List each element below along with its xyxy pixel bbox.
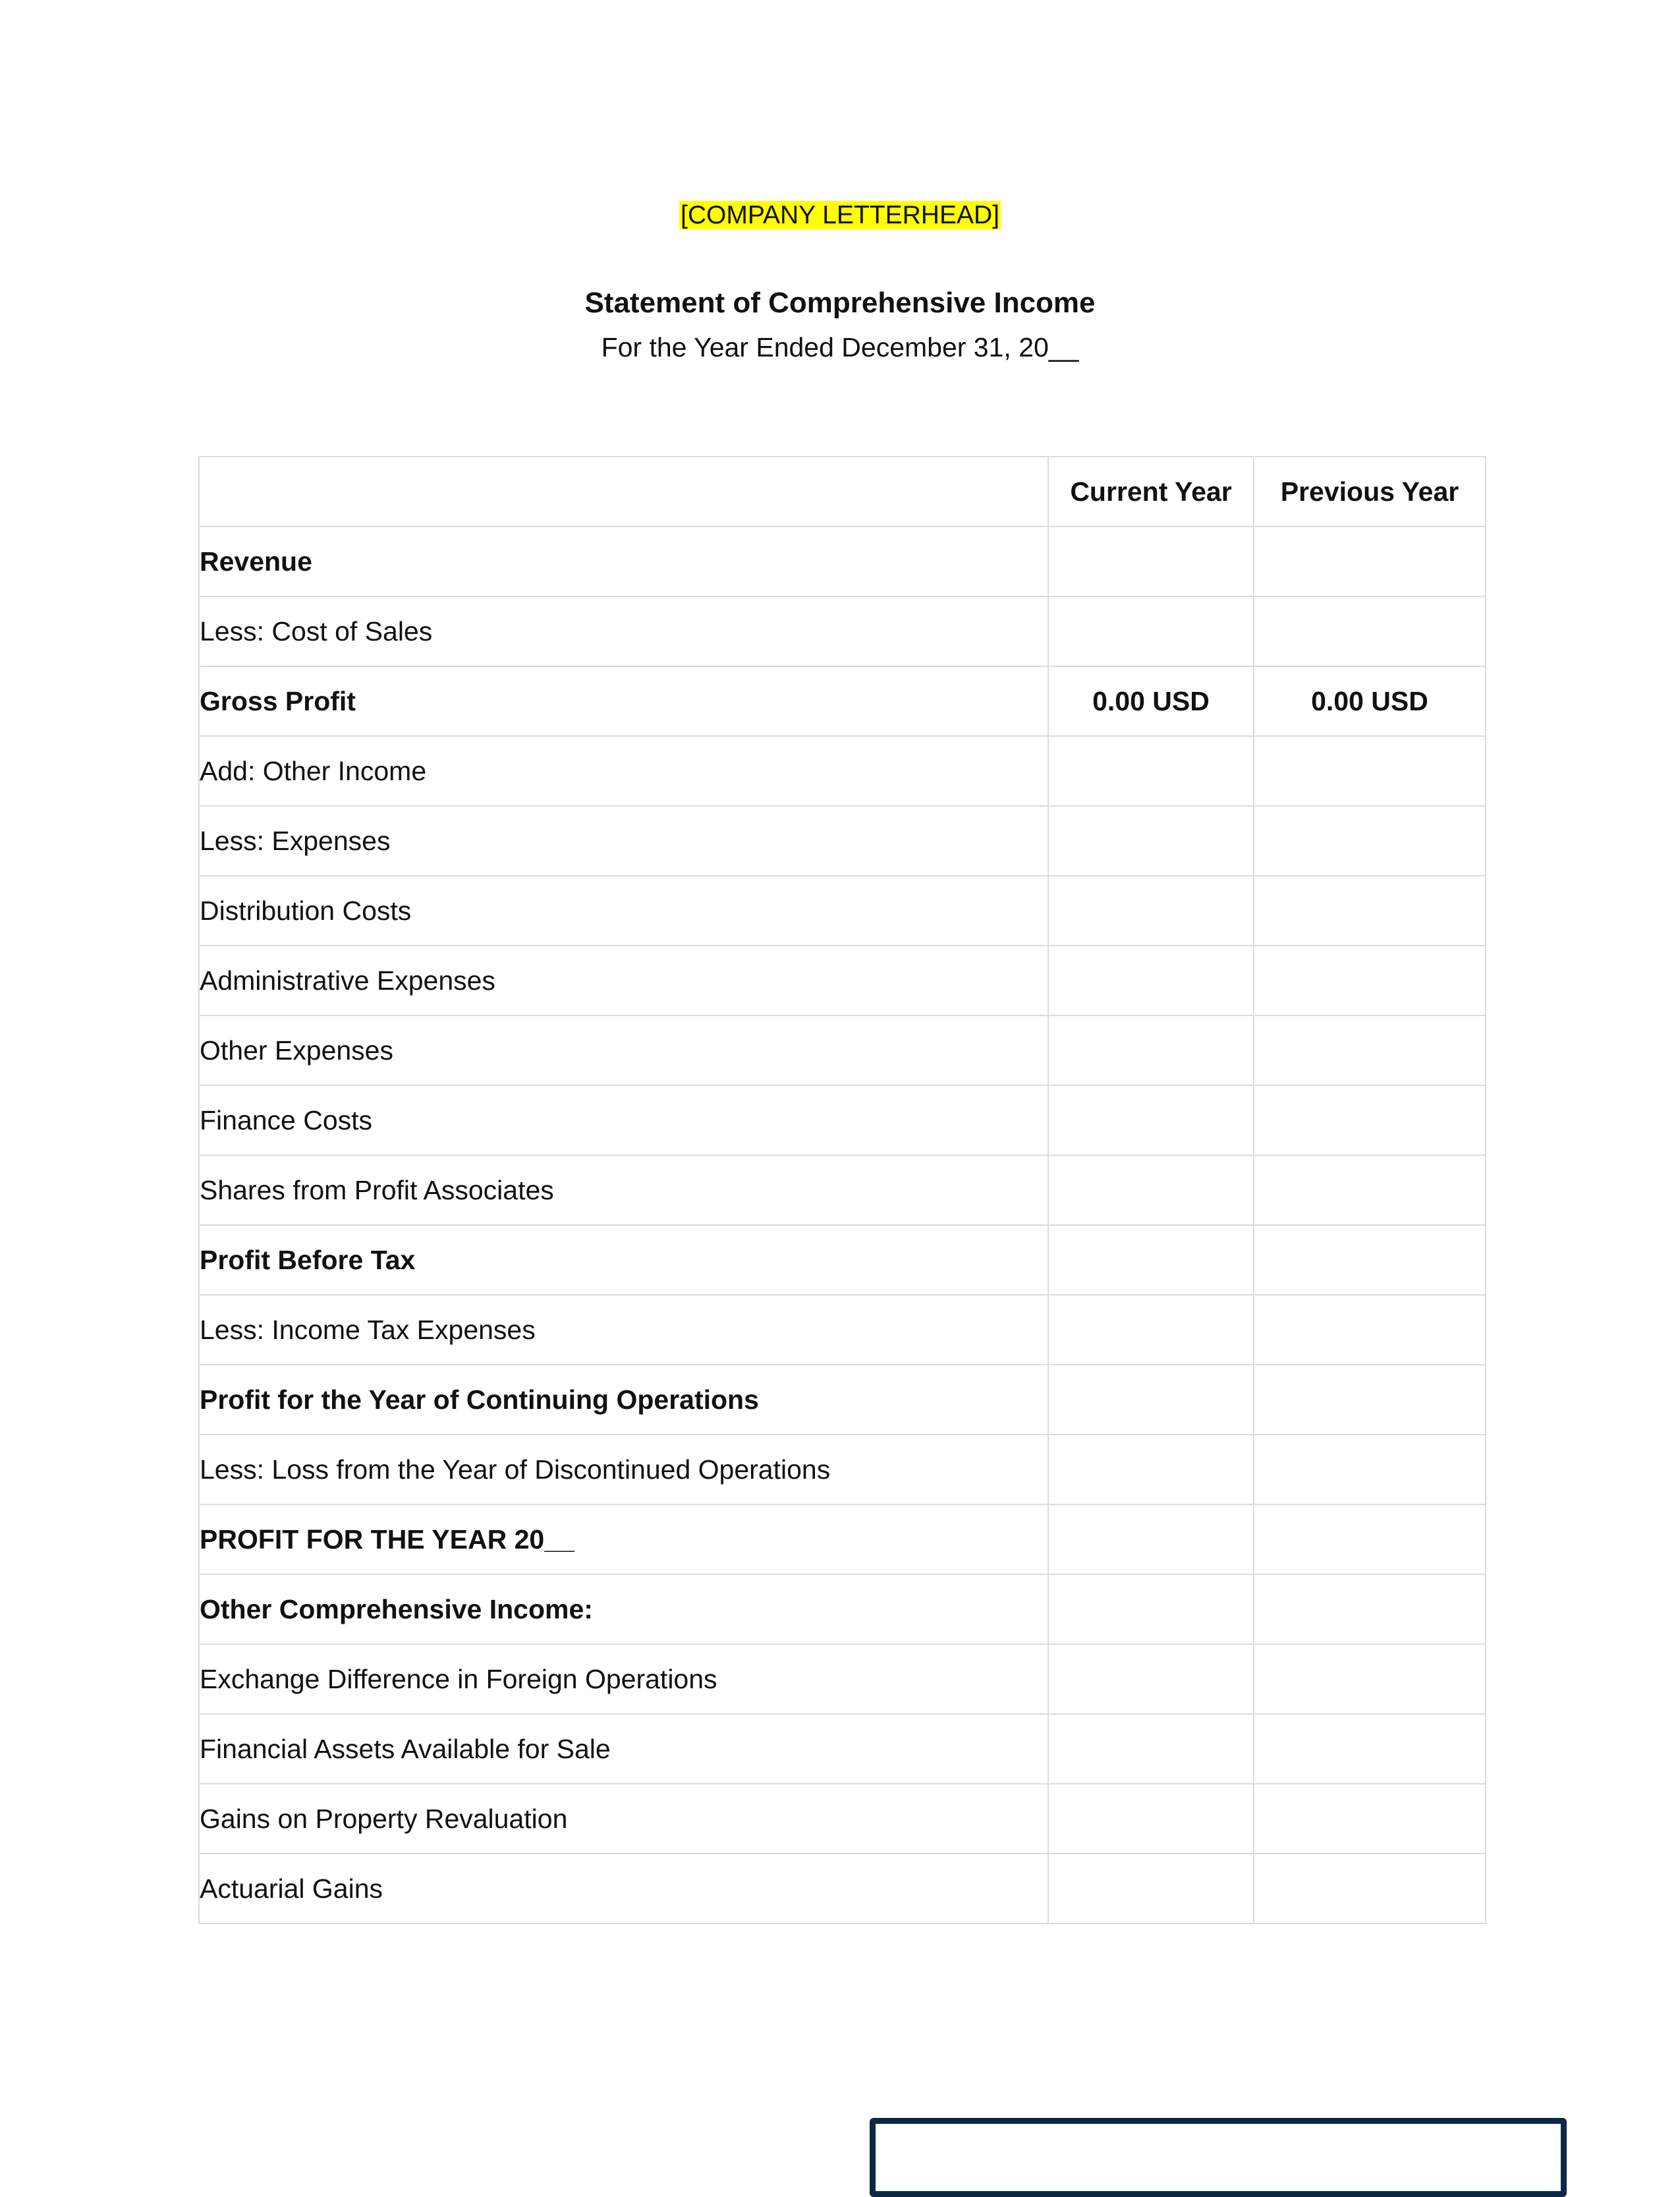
footer-box [870, 2118, 1567, 2197]
current-year-cell[interactable] [1048, 527, 1254, 596]
previous-year-cell[interactable]: 0.00 USD [1254, 666, 1486, 736]
previous-year-cell[interactable] [1254, 1015, 1486, 1085]
current-year-cell[interactable]: 0.00 USD [1048, 666, 1254, 736]
previous-year-cell[interactable] [1254, 1225, 1486, 1295]
table-row [199, 1714, 1486, 1784]
table-row [199, 1504, 1486, 1574]
current-year-cell[interactable] [1048, 596, 1254, 666]
row-label: Administrative Expenses [199, 946, 1048, 1015]
table-row [199, 1085, 1486, 1155]
current-year-cell[interactable] [1048, 1225, 1254, 1295]
row-label: Profit Before Tax [199, 1225, 1048, 1295]
table-row [199, 1155, 1486, 1225]
current-year-cell[interactable] [1048, 1644, 1254, 1714]
previous-year-cell[interactable] [1254, 736, 1486, 806]
row-label: Shares from Profit Associates [199, 1155, 1048, 1225]
table-row [199, 1574, 1486, 1644]
column-header-current-year: Current Year [1048, 457, 1254, 527]
row-label: Actuarial Gains [199, 1854, 1048, 1924]
previous-year-cell[interactable] [1254, 1574, 1486, 1644]
row-label: Exchange Difference in Foreign Operations [199, 1644, 1048, 1714]
column-header-label [199, 457, 1048, 527]
previous-year-cell[interactable] [1254, 876, 1486, 946]
row-label: Less: Expenses [199, 806, 1048, 876]
previous-year-cell[interactable] [1254, 1854, 1486, 1924]
previous-year-cell[interactable] [1254, 1784, 1486, 1854]
current-year-cell[interactable] [1048, 1085, 1254, 1155]
current-year-cell[interactable] [1048, 1365, 1254, 1435]
row-label: Revenue [199, 527, 1048, 596]
previous-year-cell[interactable] [1254, 946, 1486, 1015]
row-label: Distribution Costs [199, 876, 1048, 946]
table-row [199, 806, 1486, 876]
table-row [199, 1015, 1486, 1085]
row-label: Gross Profit [199, 666, 1048, 736]
column-header-previous-year: Previous Year [1254, 457, 1486, 527]
previous-year-cell[interactable] [1254, 1504, 1486, 1574]
table-row [199, 736, 1486, 806]
table-row [199, 527, 1486, 596]
current-year-cell[interactable] [1048, 1574, 1254, 1644]
current-year-cell[interactable] [1048, 1435, 1254, 1504]
row-label: Finance Costs [199, 1085, 1048, 1155]
row-label: Other Comprehensive Income: [199, 1574, 1048, 1644]
row-label: Less: Cost of Sales [199, 596, 1048, 666]
table-row [199, 1365, 1486, 1435]
current-year-cell[interactable] [1048, 806, 1254, 876]
current-year-cell[interactable] [1048, 1155, 1254, 1225]
current-year-cell[interactable] [1048, 1504, 1254, 1574]
table-header-row [199, 457, 1486, 527]
previous-year-cell[interactable] [1254, 1644, 1486, 1714]
page-title: Statement of Comprehensive Income [584, 287, 1096, 319]
row-label: Less: Income Tax Expenses [199, 1295, 1048, 1365]
table-row [199, 1225, 1486, 1295]
previous-year-cell[interactable] [1254, 806, 1486, 876]
table-row [199, 1784, 1486, 1854]
table-row [199, 1854, 1486, 1924]
previous-year-cell[interactable] [1254, 1714, 1486, 1784]
letterhead-placeholder: [COMPANY LETTERHEAD] [681, 201, 999, 229]
current-year-cell[interactable] [1048, 876, 1254, 946]
current-year-cell[interactable] [1048, 1854, 1254, 1924]
row-label: Other Expenses [199, 1015, 1048, 1085]
previous-year-cell[interactable] [1254, 527, 1486, 596]
current-year-cell[interactable] [1048, 736, 1254, 806]
table-row [199, 946, 1486, 1015]
table-row [199, 1644, 1486, 1714]
previous-year-cell[interactable] [1254, 1085, 1486, 1155]
company-letterhead [0, 198, 1680, 233]
table-row [199, 596, 1486, 666]
previous-year-cell[interactable] [1254, 596, 1486, 666]
table-row [199, 1435, 1486, 1504]
current-year-cell[interactable] [1048, 1015, 1254, 1085]
row-label: Less: Loss from the Year of Discontinued Operations [199, 1435, 1048, 1504]
table-row [199, 1295, 1486, 1365]
row-label: Profit for the Year of Continuing Operations [199, 1365, 1048, 1435]
row-label: Gains on Property Revaluation [199, 1784, 1048, 1854]
previous-year-cell[interactable] [1254, 1155, 1486, 1225]
current-year-cell[interactable] [1048, 1714, 1254, 1784]
row-label: PROFIT FOR THE YEAR 20__ [199, 1504, 1048, 1574]
row-label: Add: Other Income [199, 736, 1048, 806]
previous-year-cell[interactable] [1254, 1295, 1486, 1365]
current-year-cell[interactable] [1048, 1295, 1254, 1365]
page-subtitle: For the Year Ended December 31, 20__ [601, 332, 1079, 362]
row-label: Financial Assets Available for Sale [199, 1714, 1048, 1784]
previous-year-cell[interactable] [1254, 1435, 1486, 1504]
current-year-cell[interactable] [1048, 1784, 1254, 1854]
table-row [199, 666, 1486, 736]
income-statement-table [198, 456, 1486, 1924]
current-year-cell[interactable] [1048, 946, 1254, 1015]
table-row [199, 876, 1486, 946]
previous-year-cell[interactable] [1254, 1365, 1486, 1435]
